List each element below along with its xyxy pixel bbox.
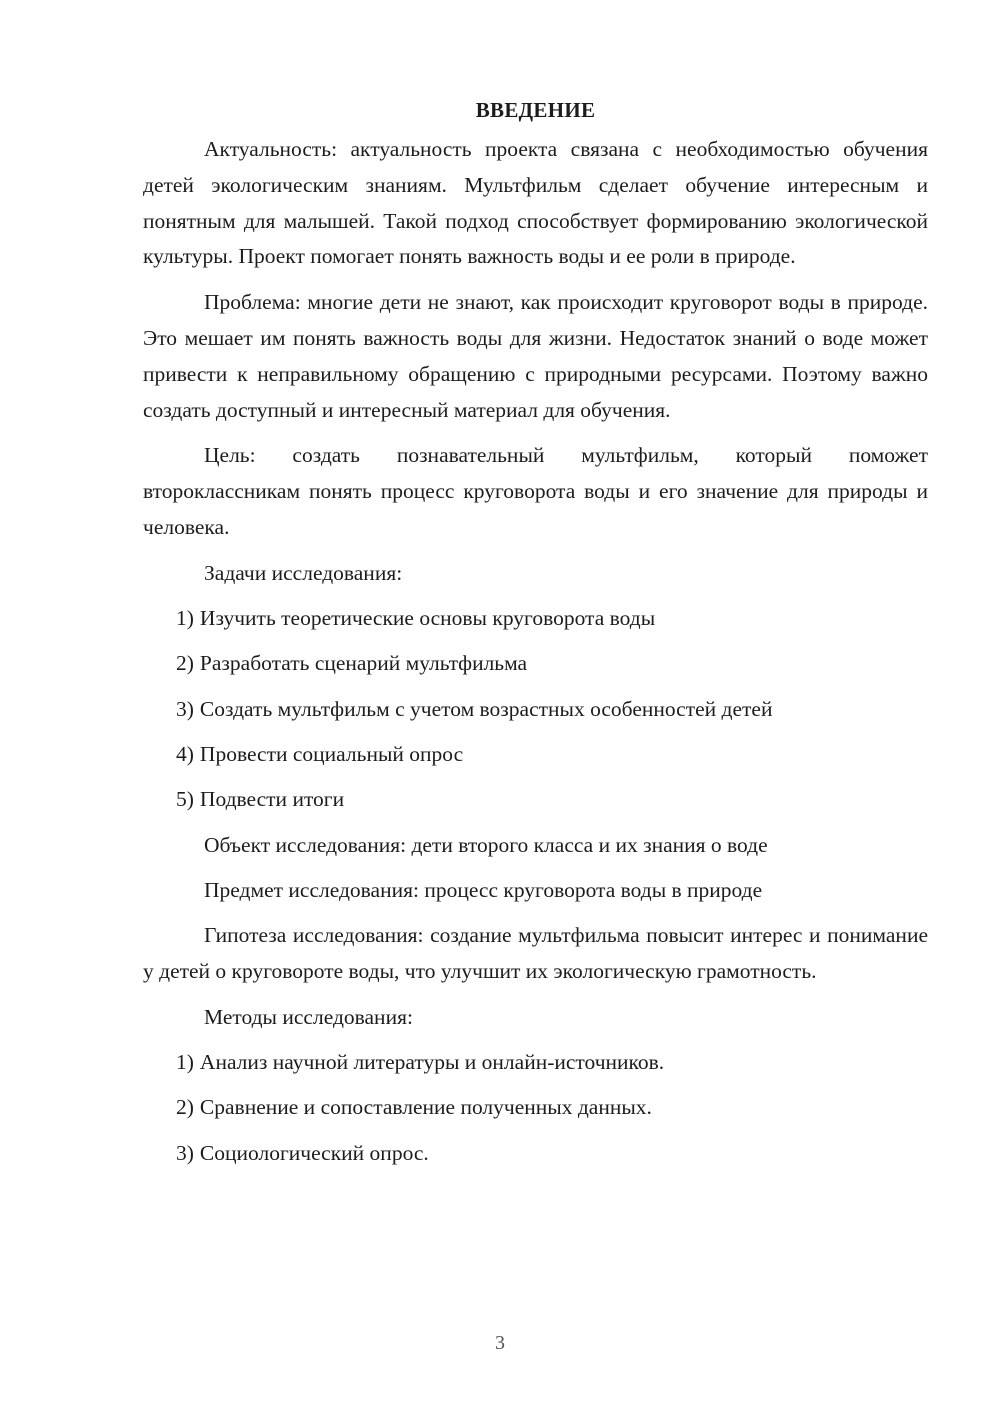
- list-item: [143, 692, 928, 728]
- list-item-text: Провести социальный опрос: [199, 741, 464, 766]
- page-content: [143, 92, 928, 1181]
- paragraph-problem: Проблема: многие дети не знают, как происходит круговорот воды в природе. Это мешает им понять важность воды для жизни. Недостаток знаний о воде может привести к неправильному обращению с природными ресурсами. Поэтому важно создать доступный и интересный материал для обучения.: [143, 290, 928, 422]
- paragraph-goal: Цель: создать познавательный мультфильм, который поможет второклассникам понять процесс круговорота воды и его значение для природы и человека.: [143, 443, 928, 539]
- list-item: [143, 782, 928, 818]
- section-title: ВВЕДЕНИЕ: [475, 98, 596, 122]
- list-item-number: 3): [176, 696, 194, 721]
- methods-heading: Методы исследования:: [204, 1004, 413, 1029]
- list-item-text: Социологический опрос.: [199, 1140, 429, 1165]
- list-item-number: 5): [176, 787, 194, 812]
- list-item: [143, 646, 928, 682]
- list-item-number: 2): [176, 651, 194, 676]
- list-item: [143, 601, 928, 637]
- list-item-number: 4): [176, 741, 194, 766]
- list-item: [143, 1045, 928, 1081]
- list-item-text: Сравнение и сопоставление полученных данных.: [199, 1095, 652, 1120]
- paragraph-object: Объект исследования: дети второго класса и их знания о воде: [204, 832, 768, 857]
- list-item: [143, 1136, 928, 1172]
- list-item-text: Разработать сценарий мультфильма: [199, 651, 528, 676]
- tasks-heading: Задачи исследования:: [204, 560, 403, 585]
- list-item-text: Подвести итоги: [199, 787, 345, 812]
- list-item-number: 1): [176, 606, 194, 631]
- tasks-list: [143, 601, 928, 818]
- list-item-text: Изучить теоретические основы круговорота воды: [199, 606, 656, 631]
- page-number: 3: [495, 1332, 505, 1354]
- list-item-text: Создать мультфильм с учетом возрастных особенностей детей: [199, 696, 773, 721]
- list-item: [143, 737, 928, 773]
- paragraph-subject: Предмет исследования: процесс круговорота воды в природе: [204, 877, 763, 902]
- list-item-text: Анализ научной литературы и онлайн-источников.: [199, 1050, 665, 1075]
- methods-list: [143, 1045, 928, 1171]
- paragraph-hypothesis: Гипотеза исследования: создание мультфильма повысит интерес и понимание у детей о круговороте воды, что улучшит их экологическую грамотность.: [143, 923, 928, 983]
- list-item-number: 1): [176, 1050, 194, 1075]
- list-item-number: 3): [176, 1140, 194, 1165]
- list-item: [143, 1090, 928, 1126]
- paragraph-relevance: Актуальность: актуальность проекта связана с необходимостью обучения детей экологическим знаниям. Мультфильм сделает обучение интересным и понятным для малышей. Такой подход способствует формированию экологической культуры. Проект помогает понять важность воды и ее роли в природе.: [143, 137, 928, 269]
- list-item-number: 2): [176, 1095, 194, 1120]
